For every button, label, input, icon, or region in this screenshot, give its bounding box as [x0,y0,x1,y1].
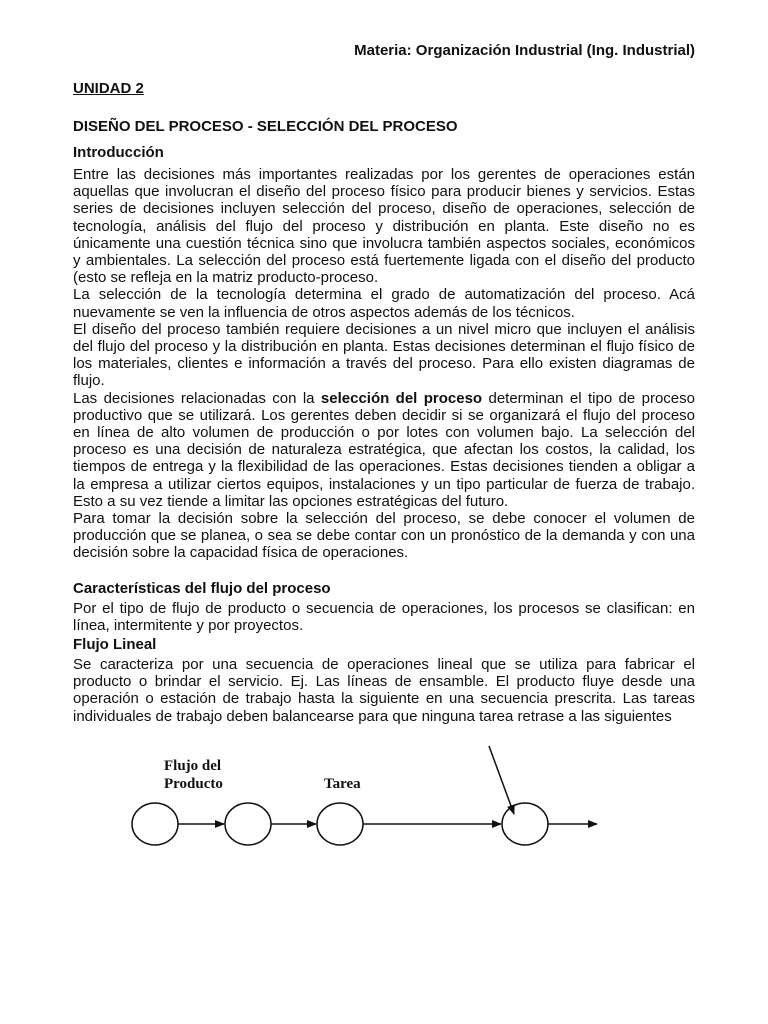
unit-label: UNIDAD 2 [73,80,144,97]
intro-p4-before: Las decisiones relacionadas con la [73,389,321,407]
intro-paragraph-3: El diseño del proceso también requiere decisiones a un nivel micro que incluyen el análisis del flujo del proceso y la distribución en planta. Estas decisiones determinan el flujo físico de los materiales, clientes e información a través del proceso. Para ello existen diagramas de flujo. [73,320,695,390]
flow-node-3 [317,803,363,845]
subject-header: Materia: Organización Industrial (Ing. Industrial) [354,42,695,59]
flow-node-4 [502,803,548,845]
intro-paragraph-4 [73,390,695,510]
linear-flow-paragraph: Se caracteriza por una secuencia de operaciones lineal que se utiliza para fabricar el producto o brindar el servicio. Ej. Las líneas de ensamble. El producto fluye desde una operación o estación de trabajo hasta la siguiente en una secuencia prescrita. Las tareas individuales de trabajo deben balancearse para que ninguna tarea retrase a las siguientes [73,656,695,725]
intro-paragraph-1: Entre las decisiones más importantes realizadas por los gerentes de operaciones están aquellas que involucran el diseño del proceso físico para producir bienes y servicios. Estas series de decisiones incluyen selección del proceso, diseño de operaciones, selección de tecnología, análisis del flujo del proceso y distribución en planta. Este diseño no es únicamente una cuestión técnica sino que involucra también aspectos sociales, económicos y ambientales. La selección del proceso está fuertemente ligada con el diseño del producto (esto se refleja en la matriz producto-proceso. [73,166,695,287]
intro-paragraph-5: Para tomar la decisión sobre la selección del proceso, se debe conocer el volumen de producción que se planea, o sea se debe contar con un pronóstico de la demanda y con una decisión sobre la capacidad física de operaciones. [73,510,695,562]
label-task: Tarea [324,776,361,792]
task-pointer-arrow [489,746,514,814]
linear-flow-diagram [0,738,768,858]
section-gap [73,562,695,578]
label-flow-line1: Flujo del [164,758,222,774]
document-page [73,40,695,725]
intro-paragraph-2: La selección de la tecnología determina el grado de automatización del proceso. Acá nuevamente se ven la influencia de otros aspectos además de los técnicos. [73,286,695,321]
flow-node-2 [225,803,271,845]
intro-p4-after: determinan el tipo de proceso productivo que se utilizará. Los gerentes deben decidir si se organizará el flujo del proceso en línea de alto volumen de producción o por lotes con volumen bajo. La selección del proceso es una decisión de naturaleza estratégica, que afectan los costos, la calidad, los tiempos de entrega y la flexibilidad de las operaciones. Estas decisiones tienden a obligar a la empresa a utilizar ciertos equipos, instalaciones y un tipo particular de fuerza de trabajo. Esto a su vez tiende a limitar las opciones estratégicas del futuro. [73,389,695,510]
flow-paragraph-1: Por el tipo de flujo de producto o secuencia de operaciones, los procesos se clasifican: en línea, intermitente y por proyectos. [73,599,695,634]
intro-p4-bold: selección del proceso [320,389,483,407]
label-flow-line2: Producto [164,776,223,792]
flow-heading: Características del flujo del proceso [73,579,331,597]
document-title: DISEÑO DEL PROCESO - SELECCIÓN DEL PROCESO [73,118,458,135]
flow-node-1 [132,803,178,845]
intro-heading: Introducción [73,144,164,161]
linear-flow-heading: Flujo Lineal [73,636,157,654]
